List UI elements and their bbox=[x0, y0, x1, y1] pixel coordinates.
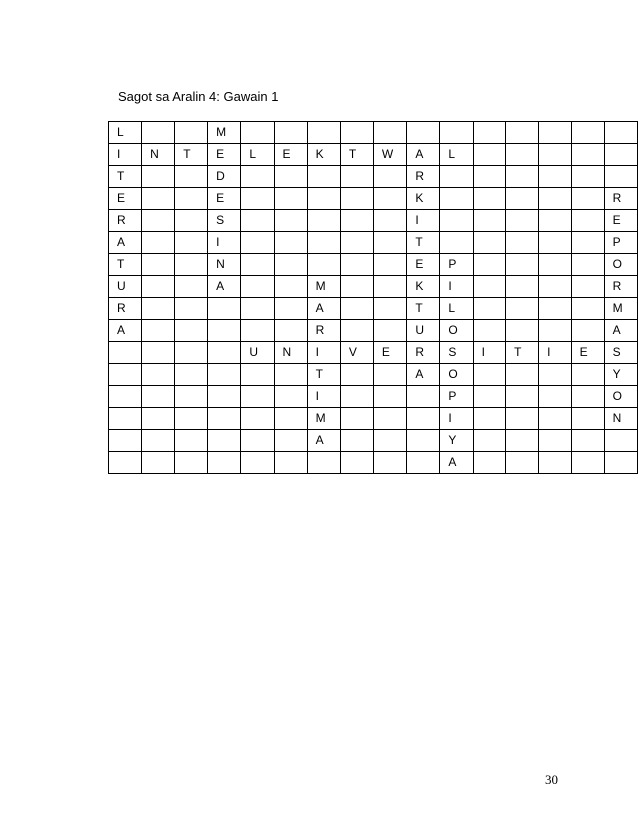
grid-cell bbox=[539, 254, 572, 276]
grid-cell bbox=[373, 122, 406, 144]
grid-cell bbox=[109, 364, 142, 386]
grid-cell: R bbox=[407, 342, 440, 364]
grid-cell bbox=[539, 386, 572, 408]
grid-cell: A bbox=[109, 320, 142, 342]
grid-cell bbox=[142, 166, 175, 188]
grid-cell: I bbox=[109, 144, 142, 166]
grid-cell: V bbox=[340, 342, 373, 364]
grid-cell bbox=[208, 408, 241, 430]
grid-cell: Y bbox=[604, 364, 637, 386]
grid-cell bbox=[473, 320, 506, 342]
grid-cell: P bbox=[440, 386, 473, 408]
grid-cell bbox=[241, 210, 274, 232]
grid-cell: K bbox=[307, 144, 340, 166]
grid-cell bbox=[241, 408, 274, 430]
grid-cell: U bbox=[241, 342, 274, 364]
grid-cell bbox=[340, 320, 373, 342]
grid-cell bbox=[208, 298, 241, 320]
grid-cell bbox=[241, 276, 274, 298]
grid-cell: I bbox=[440, 276, 473, 298]
grid-cell bbox=[208, 452, 241, 474]
grid-cell bbox=[274, 452, 307, 474]
grid-cell bbox=[571, 188, 604, 210]
grid-cell: A bbox=[407, 144, 440, 166]
grid-cell: A bbox=[604, 320, 637, 342]
grid-cell: S bbox=[440, 342, 473, 364]
grid-cell bbox=[571, 254, 604, 276]
grid-cell bbox=[142, 320, 175, 342]
grid-cell bbox=[175, 386, 208, 408]
grid-cell bbox=[473, 386, 506, 408]
grid-cell: L bbox=[440, 298, 473, 320]
grid-cell bbox=[175, 254, 208, 276]
grid-cell bbox=[175, 122, 208, 144]
grid-cell bbox=[340, 254, 373, 276]
grid-cell bbox=[373, 188, 406, 210]
grid-row bbox=[109, 298, 638, 320]
grid-cell bbox=[340, 452, 373, 474]
grid-cell bbox=[241, 254, 274, 276]
grid-cell: T bbox=[340, 144, 373, 166]
grid-cell bbox=[208, 386, 241, 408]
grid-cell bbox=[506, 364, 539, 386]
grid-cell bbox=[274, 298, 307, 320]
grid-cell: R bbox=[109, 298, 142, 320]
grid-cell bbox=[473, 276, 506, 298]
grid-cell bbox=[142, 298, 175, 320]
grid-cell bbox=[506, 166, 539, 188]
grid-cell bbox=[373, 408, 406, 430]
grid-cell bbox=[274, 188, 307, 210]
grid-cell bbox=[539, 276, 572, 298]
grid-cell bbox=[539, 232, 572, 254]
grid-cell bbox=[241, 122, 274, 144]
grid-cell bbox=[142, 452, 175, 474]
grid-cell bbox=[142, 232, 175, 254]
grid-cell: A bbox=[307, 430, 340, 452]
grid-cell bbox=[142, 276, 175, 298]
grid-cell: L bbox=[241, 144, 274, 166]
grid-cell bbox=[241, 386, 274, 408]
grid-cell bbox=[539, 430, 572, 452]
grid-cell bbox=[571, 452, 604, 474]
grid-cell: O bbox=[440, 320, 473, 342]
grid-cell: M bbox=[604, 298, 637, 320]
grid-row bbox=[109, 342, 638, 364]
grid-cell bbox=[274, 210, 307, 232]
grid-cell bbox=[208, 364, 241, 386]
grid-cell bbox=[340, 188, 373, 210]
grid-cell: I bbox=[539, 342, 572, 364]
grid-cell bbox=[175, 210, 208, 232]
grid-cell bbox=[307, 254, 340, 276]
grid-row bbox=[109, 210, 638, 232]
grid-cell bbox=[307, 122, 340, 144]
grid-cell bbox=[571, 364, 604, 386]
grid-cell bbox=[175, 452, 208, 474]
grid-cell bbox=[142, 386, 175, 408]
grid-cell bbox=[373, 166, 406, 188]
grid-cell bbox=[340, 364, 373, 386]
grid-cell bbox=[142, 430, 175, 452]
grid-cell bbox=[274, 386, 307, 408]
grid-cell bbox=[175, 364, 208, 386]
grid-cell: K bbox=[407, 276, 440, 298]
grid-row bbox=[109, 276, 638, 298]
grid-row bbox=[109, 254, 638, 276]
grid-cell: I bbox=[407, 210, 440, 232]
grid-cell bbox=[109, 386, 142, 408]
grid-cell bbox=[175, 342, 208, 364]
grid-cell bbox=[506, 188, 539, 210]
grid-cell bbox=[142, 342, 175, 364]
grid-row bbox=[109, 122, 638, 144]
grid-cell bbox=[473, 430, 506, 452]
grid-cell bbox=[506, 386, 539, 408]
grid-cell: R bbox=[604, 188, 637, 210]
grid-cell bbox=[473, 232, 506, 254]
grid-cell bbox=[506, 298, 539, 320]
grid-cell bbox=[142, 210, 175, 232]
grid-cell: I bbox=[473, 342, 506, 364]
grid-cell bbox=[571, 386, 604, 408]
grid-cell bbox=[539, 188, 572, 210]
grid-cell: M bbox=[208, 122, 241, 144]
grid-cell bbox=[506, 144, 539, 166]
grid-cell: E bbox=[407, 254, 440, 276]
grid-cell bbox=[175, 276, 208, 298]
grid-cell bbox=[208, 320, 241, 342]
grid-cell bbox=[473, 144, 506, 166]
grid-cell: S bbox=[604, 342, 637, 364]
grid-cell bbox=[473, 452, 506, 474]
grid-cell bbox=[175, 430, 208, 452]
grid-cell bbox=[407, 386, 440, 408]
grid-cell bbox=[604, 166, 637, 188]
grid-cell: A bbox=[109, 232, 142, 254]
grid-cell bbox=[571, 320, 604, 342]
grid-row bbox=[109, 408, 638, 430]
grid-cell bbox=[340, 166, 373, 188]
grid-cell: I bbox=[307, 342, 340, 364]
grid-cell bbox=[274, 122, 307, 144]
grid-cell bbox=[373, 254, 406, 276]
grid-cell bbox=[373, 320, 406, 342]
grid-cell bbox=[473, 364, 506, 386]
grid-cell bbox=[539, 452, 572, 474]
grid-cell bbox=[340, 232, 373, 254]
grid-cell bbox=[241, 166, 274, 188]
grid-cell bbox=[473, 254, 506, 276]
grid-cell bbox=[340, 408, 373, 430]
grid-cell bbox=[604, 144, 637, 166]
grid-cell: M bbox=[307, 276, 340, 298]
grid-cell bbox=[373, 210, 406, 232]
grid-cell bbox=[373, 276, 406, 298]
grid-cell bbox=[340, 122, 373, 144]
grid-cell: E bbox=[208, 188, 241, 210]
grid-cell: D bbox=[208, 166, 241, 188]
grid-cell: A bbox=[208, 276, 241, 298]
grid-cell bbox=[109, 452, 142, 474]
grid-cell bbox=[506, 276, 539, 298]
grid-cell bbox=[440, 122, 473, 144]
grid-cell bbox=[142, 254, 175, 276]
grid-cell bbox=[340, 386, 373, 408]
grid-cell bbox=[307, 452, 340, 474]
grid-cell bbox=[109, 430, 142, 452]
grid-cell: T bbox=[109, 254, 142, 276]
grid-cell bbox=[571, 430, 604, 452]
grid-cell: T bbox=[407, 232, 440, 254]
grid-cell bbox=[373, 430, 406, 452]
grid-cell: P bbox=[604, 232, 637, 254]
grid-cell: T bbox=[307, 364, 340, 386]
grid-cell: T bbox=[175, 144, 208, 166]
grid-cell: N bbox=[604, 408, 637, 430]
grid-row bbox=[109, 386, 638, 408]
grid-cell bbox=[506, 210, 539, 232]
grid-cell bbox=[373, 452, 406, 474]
grid-cell bbox=[208, 342, 241, 364]
grid-cell bbox=[340, 210, 373, 232]
grid-row bbox=[109, 166, 638, 188]
grid-cell bbox=[604, 430, 637, 452]
grid-cell bbox=[506, 254, 539, 276]
grid-cell bbox=[307, 166, 340, 188]
grid-cell: R bbox=[604, 276, 637, 298]
grid-cell bbox=[407, 430, 440, 452]
grid-cell bbox=[142, 408, 175, 430]
grid-cell bbox=[241, 430, 274, 452]
grid-cell: N bbox=[208, 254, 241, 276]
grid-cell bbox=[539, 364, 572, 386]
grid-cell bbox=[506, 452, 539, 474]
grid-cell bbox=[506, 320, 539, 342]
grid-cell: T bbox=[109, 166, 142, 188]
grid-cell: S bbox=[208, 210, 241, 232]
grid-cell bbox=[109, 408, 142, 430]
grid-cell bbox=[473, 188, 506, 210]
grid-cell bbox=[142, 122, 175, 144]
grid-cell: R bbox=[407, 166, 440, 188]
grid-cell bbox=[473, 210, 506, 232]
grid-cell bbox=[539, 122, 572, 144]
grid-cell bbox=[571, 408, 604, 430]
grid-cell bbox=[506, 122, 539, 144]
grid-cell bbox=[571, 166, 604, 188]
grid-cell: O bbox=[604, 386, 637, 408]
grid-cell: Y bbox=[440, 430, 473, 452]
grid-cell bbox=[571, 122, 604, 144]
grid-row bbox=[109, 144, 638, 166]
grid-cell bbox=[440, 166, 473, 188]
grid-cell: U bbox=[407, 320, 440, 342]
grid-cell bbox=[241, 364, 274, 386]
grid-cell: E bbox=[274, 144, 307, 166]
grid-cell bbox=[340, 298, 373, 320]
grid-cell bbox=[571, 210, 604, 232]
grid-cell bbox=[274, 320, 307, 342]
grid-row bbox=[109, 430, 638, 452]
grid-cell bbox=[373, 364, 406, 386]
grid-cell bbox=[274, 166, 307, 188]
grid-cell: R bbox=[109, 210, 142, 232]
grid-cell bbox=[571, 298, 604, 320]
grid-cell bbox=[473, 122, 506, 144]
grid-cell bbox=[241, 232, 274, 254]
grid-cell bbox=[539, 408, 572, 430]
grid-cell bbox=[175, 166, 208, 188]
grid-cell: E bbox=[604, 210, 637, 232]
grid-row bbox=[109, 452, 638, 474]
grid-cell bbox=[241, 188, 274, 210]
grid-cell bbox=[274, 276, 307, 298]
grid-cell bbox=[604, 122, 637, 144]
grid-cell bbox=[604, 452, 637, 474]
grid-cell bbox=[241, 298, 274, 320]
grid-cell bbox=[340, 430, 373, 452]
grid-cell bbox=[274, 408, 307, 430]
grid-cell bbox=[373, 232, 406, 254]
grid-cell bbox=[175, 320, 208, 342]
grid-cell: R bbox=[307, 320, 340, 342]
grid-cell bbox=[373, 298, 406, 320]
grid-cell bbox=[340, 276, 373, 298]
grid-cell bbox=[506, 408, 539, 430]
grid-cell bbox=[571, 232, 604, 254]
grid-cell bbox=[407, 122, 440, 144]
grid-cell bbox=[274, 430, 307, 452]
grid-cell: E bbox=[373, 342, 406, 364]
grid-cell bbox=[539, 210, 572, 232]
grid-cell bbox=[307, 210, 340, 232]
grid-cell bbox=[175, 188, 208, 210]
grid-cell: L bbox=[109, 122, 142, 144]
grid-row bbox=[109, 188, 638, 210]
grid-cell bbox=[539, 298, 572, 320]
grid-cell bbox=[407, 408, 440, 430]
grid-cell: A bbox=[440, 452, 473, 474]
grid-row bbox=[109, 232, 638, 254]
grid-cell: N bbox=[142, 144, 175, 166]
grid-cell bbox=[539, 320, 572, 342]
grid-cell bbox=[473, 408, 506, 430]
grid-cell bbox=[571, 144, 604, 166]
grid-cell bbox=[241, 320, 274, 342]
grid-cell: I bbox=[208, 232, 241, 254]
grid-cell bbox=[473, 298, 506, 320]
grid-cell bbox=[241, 452, 274, 474]
grid-cell bbox=[175, 298, 208, 320]
grid-cell: M bbox=[307, 408, 340, 430]
grid-cell: P bbox=[440, 254, 473, 276]
grid-cell bbox=[539, 144, 572, 166]
grid-cell bbox=[175, 408, 208, 430]
grid-cell bbox=[539, 166, 572, 188]
grid-cell: O bbox=[604, 254, 637, 276]
grid-cell: E bbox=[571, 342, 604, 364]
grid-cell: A bbox=[407, 364, 440, 386]
grid-cell bbox=[109, 342, 142, 364]
grid-row bbox=[109, 320, 638, 342]
grid-cell bbox=[274, 254, 307, 276]
grid-cell: T bbox=[407, 298, 440, 320]
grid-cell: O bbox=[440, 364, 473, 386]
grid-cell: E bbox=[208, 144, 241, 166]
grid-cell: T bbox=[506, 342, 539, 364]
grid-cell bbox=[440, 232, 473, 254]
page-heading: Sagot sa Aralin 4: Gawain 1 bbox=[118, 89, 279, 104]
grid-cell bbox=[473, 166, 506, 188]
grid-cell bbox=[274, 232, 307, 254]
grid-cell bbox=[440, 210, 473, 232]
grid-row bbox=[109, 364, 638, 386]
grid-cell bbox=[142, 364, 175, 386]
grid-cell bbox=[307, 188, 340, 210]
grid-cell: I bbox=[307, 386, 340, 408]
grid-cell: U bbox=[109, 276, 142, 298]
grid-cell bbox=[506, 430, 539, 452]
grid-cell bbox=[142, 188, 175, 210]
grid-cell bbox=[506, 232, 539, 254]
grid-cell: N bbox=[274, 342, 307, 364]
grid-cell bbox=[407, 452, 440, 474]
grid-cell bbox=[373, 386, 406, 408]
grid-cell: A bbox=[307, 298, 340, 320]
grid-cell bbox=[440, 188, 473, 210]
page-number: 30 bbox=[545, 772, 558, 787]
grid-cell bbox=[208, 430, 241, 452]
grid-cell bbox=[307, 232, 340, 254]
grid-cell bbox=[175, 232, 208, 254]
grid-cell: I bbox=[440, 408, 473, 430]
grid-cell: K bbox=[407, 188, 440, 210]
crossword-answer-grid bbox=[108, 121, 638, 474]
grid-cell bbox=[274, 364, 307, 386]
grid-cell bbox=[571, 276, 604, 298]
grid-cell: E bbox=[109, 188, 142, 210]
grid-cell: W bbox=[373, 144, 406, 166]
grid-cell: L bbox=[440, 144, 473, 166]
